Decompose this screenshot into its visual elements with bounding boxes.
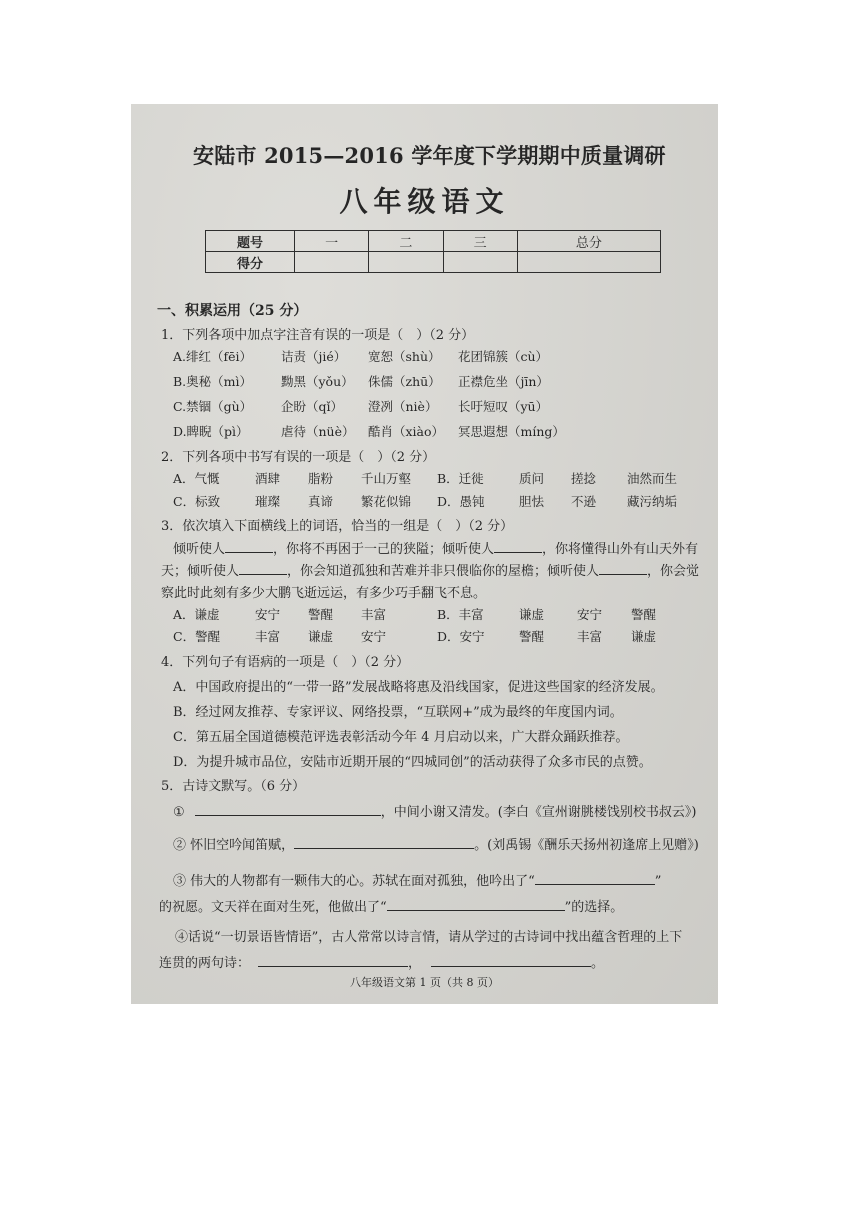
- option-text: 谦虚: [519, 607, 545, 622]
- option-text: 安宁: [255, 607, 281, 622]
- option-text: A．中国政府提出的“一带一路”发展战略将惠及沿线国家，促进这些国家的经济发展。: [173, 680, 664, 695]
- item-number: ①: [173, 805, 185, 820]
- score-cell: [443, 252, 517, 273]
- passage-text: ，你将懂得山外有山天外有: [542, 542, 699, 557]
- option-text: D.睥睨（pì）: [173, 424, 249, 439]
- option-text: 诘责（jié）: [281, 349, 347, 364]
- poem-text: 的祝愿。文天祥在面对生死，他做出了“: [159, 900, 387, 915]
- option-text: 繁花似锦: [361, 494, 412, 509]
- option-text: B.奥秘（mì）: [173, 374, 253, 389]
- page-footer: 八年级语文第 1 页（共 8 页）: [350, 976, 499, 989]
- score-table-row: [206, 252, 661, 273]
- option-text: 千山万壑: [361, 471, 412, 486]
- option-text: 企盼（qǐ）: [281, 399, 343, 414]
- option-text: 警醒: [519, 629, 545, 644]
- option-text: 花团锦簇（cù）: [458, 349, 549, 364]
- question-stem: 4．下列句子有语病的一项是（ ）（2 分）: [161, 655, 410, 670]
- poem-text: ③ 伟大的人物都有一颗伟大的心。苏轼在面对孤独，他吟出了“: [173, 874, 535, 889]
- option-text: 正襟危坐（jīn）: [458, 374, 549, 389]
- answer-blank[interactable]: [494, 540, 542, 553]
- answer-blank[interactable]: [387, 898, 565, 911]
- option-text: 谦虚: [308, 629, 334, 644]
- poem-text: ，中间小谢又清发。(李白《宣州谢朓楼饯别校书叔云》): [380, 805, 697, 820]
- option-text: 酒肆: [255, 471, 281, 486]
- poem-text: ，: [408, 956, 422, 971]
- answer-blank[interactable]: [225, 540, 273, 553]
- option-text: 侏儒（zhū）: [368, 374, 441, 389]
- poem-item-3: [173, 870, 661, 889]
- option-text: C.禁锢（gù）: [173, 399, 253, 414]
- table-cell: 一: [295, 231, 369, 252]
- poem-text: ”的选择。: [564, 900, 624, 915]
- option-text: A.绯红（fēi）: [173, 349, 253, 364]
- option-text: 不逊: [571, 494, 597, 509]
- option-text: 真谛: [308, 494, 334, 509]
- option-text: B．丰富: [437, 607, 484, 622]
- answer-blank[interactable]: [258, 954, 408, 967]
- option-text: D．为提升城市品位，安陆市近期开展的“四城同创”的活动获得了众多市民的点赞。: [173, 755, 652, 770]
- answer-blank[interactable]: [294, 836, 474, 849]
- answer-blank[interactable]: [239, 562, 287, 575]
- option-text: 丰富: [255, 629, 281, 644]
- option-text: 丰富: [361, 607, 387, 622]
- poem-text: 。(刘禹锡《酬乐天扬州初逢席上见赠》): [474, 838, 699, 853]
- passage-text: ，你将不再困于一己的狭隘；倾听使人: [273, 542, 495, 557]
- passage-line: 察此时此刻有多少大鹏飞逝远运，有多少巧手翻飞不息。: [161, 586, 487, 601]
- answer-blank[interactable]: [599, 562, 647, 575]
- option-text: B．经过网友推荐、专家评议、网络投票，“互联网+”成为最终的年度国内词。: [173, 705, 623, 720]
- poem-text: ”: [654, 874, 662, 889]
- passage-line: [173, 538, 698, 557]
- question-stem: 2．下列各项中书写有误的一项是（ ）（2 分）: [161, 450, 436, 465]
- option-text: 璀璨: [255, 494, 281, 509]
- option-text: 安宁: [577, 607, 603, 622]
- answer-blank[interactable]: [535, 872, 655, 885]
- score-cell: [517, 252, 660, 273]
- poem-text: 连贯的两句诗：: [159, 956, 251, 971]
- poem-item-2: [173, 834, 699, 853]
- score-cell: [369, 252, 443, 273]
- option-text: 油然而生: [627, 471, 678, 486]
- poem-item-4: ④话说“一切景语皆情语”，古人常常以诗言情，请从学过的古诗词中找出蕴含哲理的上下: [175, 930, 683, 945]
- passage-text: ，你会知道孤独和苦难并非只偎临你的屋檐；倾听使人: [287, 564, 600, 579]
- poem-text: ② 怀旧空吟闻笛赋，: [173, 838, 295, 853]
- option-text: 虐待（nüè）: [281, 424, 355, 439]
- option-text: 藏污纳垢: [627, 494, 678, 509]
- exam-subtitle: 八年级语文: [339, 185, 510, 218]
- answer-blank[interactable]: [431, 954, 591, 967]
- table-cell: 二: [369, 231, 443, 252]
- poem-item-4-cont: [159, 952, 604, 971]
- score-table-row: [206, 231, 661, 252]
- table-cell: 总分: [517, 231, 660, 252]
- option-text: C．标致: [173, 494, 221, 509]
- answer-blank[interactable]: [195, 803, 381, 816]
- question-stem: 5．古诗文默写。（6 分）: [161, 779, 306, 794]
- poem-text: 。: [591, 956, 605, 971]
- option-text: 酷肖（xiào）: [368, 424, 445, 439]
- passage-text: 天；倾听使人: [161, 564, 240, 579]
- option-text: 长吁短叹（yū）: [458, 399, 549, 414]
- option-text: C．警醒: [173, 629, 221, 644]
- option-text: 警醒: [308, 607, 334, 622]
- score-table: [205, 230, 661, 273]
- exam-title: 安陆市 2015—2016 学年度下学期期中质量调研: [193, 143, 666, 168]
- option-text: 澄冽（niè）: [368, 399, 438, 414]
- exam-paper-photo: [131, 104, 718, 1004]
- passage-line: [161, 560, 699, 579]
- option-text: 质问: [519, 471, 545, 486]
- question-stem: 1．下列各项中加点字注音有误的一项是（ ）（2 分）: [161, 328, 475, 343]
- poem-item-1: [173, 801, 696, 820]
- option-text: A．气慨: [173, 471, 220, 486]
- option-text: D．安宁: [437, 629, 485, 644]
- passage-text: ，你会觉: [647, 564, 700, 579]
- option-text: D．愚钝: [437, 494, 485, 509]
- option-text: 警醒: [631, 607, 657, 622]
- option-text: C．第五届全国道德模范评选表彰活动今年 4 月启动以来，广大群众踊跃推荐。: [173, 730, 629, 745]
- option-text: 黝黑（yǒu）: [281, 374, 354, 389]
- option-text: A．谦虚: [173, 607, 220, 622]
- poem-item-3-cont: [159, 896, 623, 915]
- table-cell: 题号: [206, 231, 295, 252]
- option-text: 搓捻: [571, 471, 597, 486]
- option-text: B．迁徙: [437, 471, 484, 486]
- option-text: 冥思遐想（míng）: [458, 424, 565, 439]
- option-text: 丰富: [577, 629, 603, 644]
- option-text: 胆怯: [519, 494, 545, 509]
- option-text: 谦虚: [631, 629, 657, 644]
- option-text: 脂粉: [308, 471, 334, 486]
- option-text: 宽恕（shù）: [368, 349, 441, 364]
- score-cell: [295, 252, 369, 273]
- option-text: 安宁: [361, 629, 387, 644]
- passage-text: 倾听使人: [173, 542, 226, 557]
- question-stem: 3．依次填入下面横线上的词语，恰当的一组是（ ）（2 分）: [161, 519, 514, 534]
- table-cell: 三: [443, 231, 517, 252]
- table-cell: 得分: [206, 252, 295, 273]
- section-heading: 一、积累运用（25 分）: [157, 303, 308, 319]
